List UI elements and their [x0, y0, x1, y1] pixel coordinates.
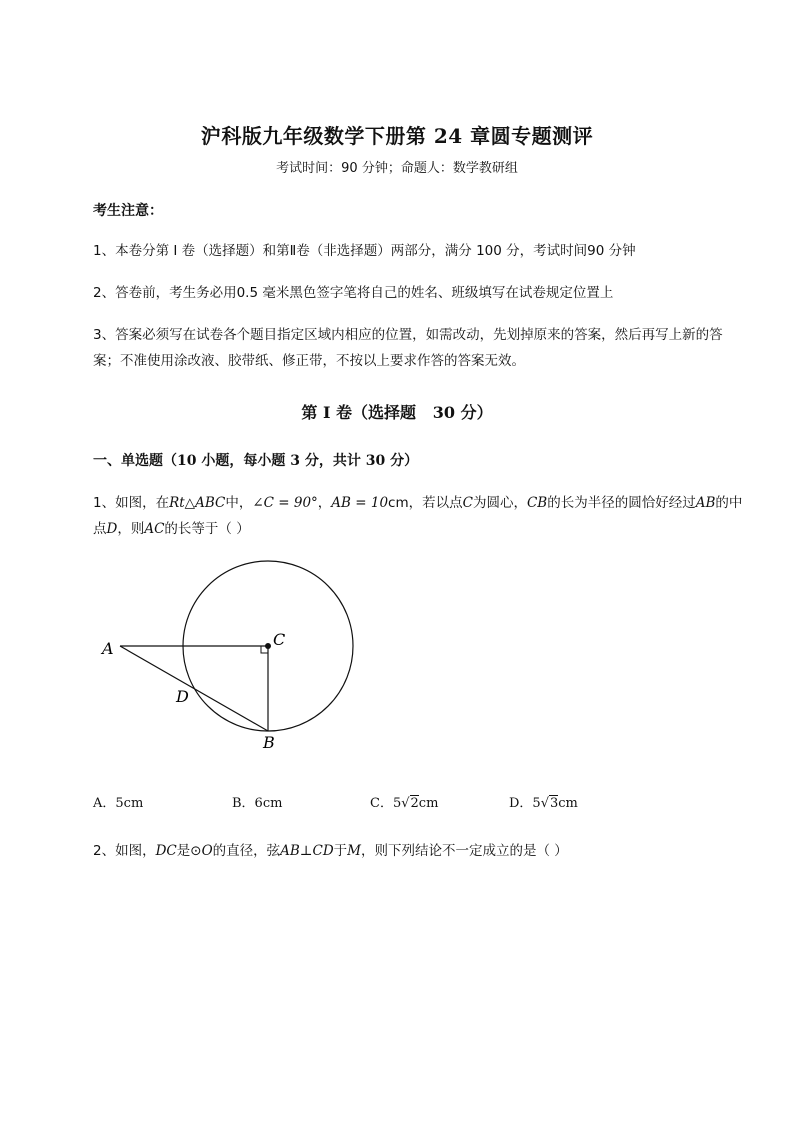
math-expr: O [201, 843, 213, 859]
circle-triangle-figure [90, 555, 370, 755]
question-text: 的直径，弦 [212, 843, 281, 859]
math-expr: CB [526, 495, 548, 511]
notice-item-1: 1、本卷分第 I 卷（选择题）和第Ⅱ卷（非选择题）两部分，满分 100 分，考试时间90 分钟 [93, 243, 636, 259]
segment-ab [120, 646, 268, 731]
question-2 [93, 838, 753, 864]
option-d[interactable] [509, 792, 578, 811]
question-text: 如图， [115, 843, 156, 859]
label-b: B [263, 733, 275, 752]
math-expr: ∠C = 90° [252, 495, 318, 511]
question-text: 是⊙ [176, 843, 202, 859]
center-point [265, 643, 271, 649]
question-text: ，则 [117, 521, 145, 537]
notice-item-3: 3、答案必须写在试卷各个题目指定区域内相应的位置，如需改动，先划掉原来的答案，然后再写上新的答案；不准使用涂改液、胶带纸、修正带，不按以上要求作答的答案无效。 [93, 327, 723, 369]
notice-item-2: 2、答卷前，考生务必用0.5 毫米黑色签字笔将自己的姓名、班级填写在试卷规定位置上 [93, 285, 614, 301]
option-a[interactable]: A．5cm [93, 796, 144, 811]
question-text: 为圆心， [472, 495, 527, 511]
math-expr: AC [144, 521, 165, 537]
option-b[interactable]: B．6cm [232, 796, 283, 811]
math-expr: C [462, 495, 473, 511]
math-expr: DC [155, 843, 177, 859]
label-a: A [102, 639, 114, 658]
question-text: ，则下列结论不一定成立的是（ ） [361, 843, 568, 859]
math-expr: Rt△ABC [169, 495, 226, 511]
question-text: 如图，在 [115, 495, 170, 511]
label-d: D [176, 687, 189, 706]
question-text: 中， [225, 495, 253, 511]
question-number: 2、 [93, 843, 116, 859]
math-expr: AB = 10 [331, 495, 389, 511]
math-expr: AB⊥CD [280, 843, 334, 859]
option-c-radicand: 2 [410, 796, 419, 811]
question-number: 1、 [93, 495, 116, 511]
question-text: 于 [333, 843, 348, 859]
question-text: 的长为半径的圆恰好经过 [547, 495, 696, 511]
label-c: C [273, 630, 286, 649]
math-expr: AB [695, 495, 716, 511]
option-d-unit: cm [558, 796, 578, 811]
math-expr: M [347, 843, 361, 859]
math-expr: D [106, 521, 118, 537]
notice-heading: 考生注意： [93, 203, 163, 219]
question-text: 的长等于（ ） [164, 521, 250, 537]
option-d-radicand: 3 [550, 796, 559, 811]
option-c-prefix: C．5 [370, 796, 402, 811]
section-title: 第 I 卷（选择题 30 分） [301, 403, 493, 422]
option-c-unit: cm [418, 796, 439, 811]
question-text: 的中点 [93, 495, 743, 537]
question-text: cm，若以点 [388, 495, 463, 511]
sqrt-sign: √ [540, 796, 549, 811]
option-c[interactable] [370, 792, 438, 811]
answer-options [93, 792, 713, 812]
exam-info: 考试时间：90 分钟；命题人：数学教研组 [276, 161, 518, 176]
sqrt-sign: √ [401, 796, 410, 811]
part-heading: 一、单选题（10 小题，每小题 3 分，共计 30 分） [93, 453, 419, 469]
question-text: ， [317, 495, 332, 511]
question-1 [93, 490, 753, 542]
option-d-prefix: D．5 [509, 796, 541, 811]
page-title: 沪科版九年级数学下册第 24 章圆专题测评 [200, 124, 594, 148]
